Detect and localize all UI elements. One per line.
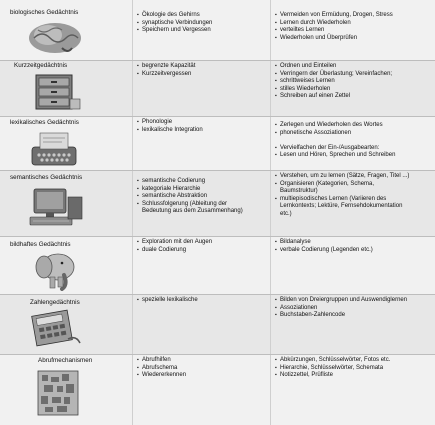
- list-item: ▪ Abrufschema: [137, 365, 270, 373]
- table-row: [0, 354, 435, 425]
- list-item: ▪ lexikalische Integration: [137, 127, 270, 135]
- mechanisms-list: [133, 117, 270, 134]
- list-item: ▪ Wiederholen und Überprüfen: [275, 35, 435, 43]
- list-item: ▪ Schlussfolgerung (Ableitung der: [137, 201, 270, 209]
- methods-list: [271, 171, 435, 219]
- drawers-icon: [22, 73, 88, 113]
- memory-type-label: semantisches Gedächtnis: [10, 174, 83, 181]
- retrieval-picture-icon: [34, 369, 84, 419]
- memory-type-label: Zahlengedächtnis: [30, 299, 80, 306]
- list-item: ▪ Vervielfachen der Ein-/Ausgabearten:: [275, 145, 435, 153]
- methods-list: [271, 237, 435, 254]
- list-item: Baumstruktur): [280, 188, 318, 195]
- table-row: [0, 60, 435, 117]
- list-item: ▪ Speichern und Vergessen: [137, 27, 270, 35]
- mechanisms-list: [133, 176, 270, 216]
- methods-list: [271, 355, 435, 380]
- mechanisms-list: [133, 61, 270, 78]
- list-item: ▪ Verstehen, um zu lernen (Sätze, Fragen, Titel ...): [275, 173, 435, 181]
- list-item: etc.): [280, 210, 292, 217]
- memory-type-label: Abrufmechanismen: [38, 357, 93, 364]
- computer-icon: [22, 187, 88, 227]
- list-item: ▪ Hierarchie, Schlüsselwörter, Schemata: [275, 365, 435, 373]
- methods-list: [271, 295, 435, 320]
- list-item: ▪ Bilden von Dreiergruppen und Auswendiglernen: [275, 297, 435, 305]
- list-item: ▪ Abrufhilfen: [137, 357, 270, 365]
- list-item: ▪ Vermeiden von Ermüdung, Drogen, Stress: [275, 12, 435, 20]
- memory-type-label: biologisches Gedächtnis: [10, 9, 79, 16]
- list-item: ▪ verbale Codierung (Legenden etc.): [275, 247, 435, 255]
- list-item: ▪ duale Codierung: [137, 247, 270, 255]
- list-item: ▪ Lesen und Hören, Sprechen und Schreiben: [275, 152, 435, 160]
- list-item: ▪ Verringern der Überlastung; Vereinfachen;: [275, 71, 435, 79]
- table-row: [0, 294, 435, 355]
- typewriter-icon: [22, 129, 88, 169]
- brain-icon: [22, 18, 88, 58]
- list-item: ▪ Assoziationen: [275, 305, 435, 313]
- mechanisms-list: [133, 10, 270, 35]
- memory-type-label: Kurzzeitgedächtnis: [14, 62, 68, 69]
- methods-list: [271, 61, 435, 101]
- table-row: [0, 236, 435, 295]
- mechanisms-list: [133, 237, 270, 254]
- list-item: ▪ semantische Abstraktion: [137, 193, 270, 201]
- list-item: ▪ Ordnen und Einteilen: [275, 63, 435, 71]
- memory-type-label: lexikalisches Gedächtnis: [10, 119, 79, 126]
- list-item: ▪ stilles Wiederholen: [275, 86, 435, 94]
- list-item: ▪ Phonologie: [137, 119, 270, 127]
- list-item: Lernkontexts; Lektüre, Fernsehdokumentation: [280, 203, 403, 210]
- list-item: ▪ Buchstaben-Zahlencode: [275, 312, 435, 320]
- elephant-icon: [22, 251, 88, 291]
- list-item: ▪ Schreiben auf einen Zettel: [275, 93, 435, 101]
- methods-list: [271, 10, 435, 42]
- mechanisms-list: [133, 295, 270, 305]
- list-item: ▪ kategoriale Hierarchie: [137, 186, 270, 194]
- list-item: ▪ synaptische Verbindungen: [137, 20, 270, 28]
- table-row: [0, 116, 435, 171]
- list-item: ▪ Abkürzungen, Schlüsselwörter, Fotos etc.: [275, 357, 435, 365]
- list-item: ▪ Lernen durch Wiederholen: [275, 20, 435, 28]
- list-item: ▪ Zerlegen und Wiederholen des Wortes: [275, 122, 435, 130]
- list-item: Bedeutung aus dem Zusammenhang): [142, 208, 243, 215]
- methods-list: [271, 117, 435, 160]
- table-row: [0, 170, 435, 237]
- list-item: ▪ Kurzzeitvergessen: [137, 71, 270, 79]
- list-item: ▪ begrenzte Kapazität: [137, 63, 270, 71]
- list-item: ▪ Notizzettel, Prüfliste: [275, 372, 435, 380]
- list-item: ▪ schrittweises Lernen: [275, 78, 435, 86]
- list-item: ▪ phonetische Assoziationen: [275, 130, 435, 138]
- list-item: ▪ multiepisodisches Lernen (Variieren des: [275, 196, 435, 204]
- memory-type-label: bildhaftes Gedächtnis: [10, 241, 71, 248]
- list-item: ▪ Bildanalyse: [275, 239, 435, 247]
- mechanisms-list: [133, 355, 270, 380]
- table-row: [0, 0, 435, 60]
- list-item: ▪ semantische Codierung: [137, 178, 270, 186]
- list-item: ▪ Ökologie des Gehirns: [137, 12, 270, 20]
- list-item: ▪ verteiltes Lernen: [275, 27, 435, 35]
- list-item: ▪ Exploration mit den Augen: [137, 239, 270, 247]
- calculator-icon: [22, 309, 88, 349]
- list-item: ▪ spezielle lexikalische: [137, 297, 270, 305]
- list-item: ▪ Wiedererkennen: [137, 372, 270, 380]
- list-item: ▪ Organisieren (Kategorien, Schema,: [275, 181, 435, 189]
